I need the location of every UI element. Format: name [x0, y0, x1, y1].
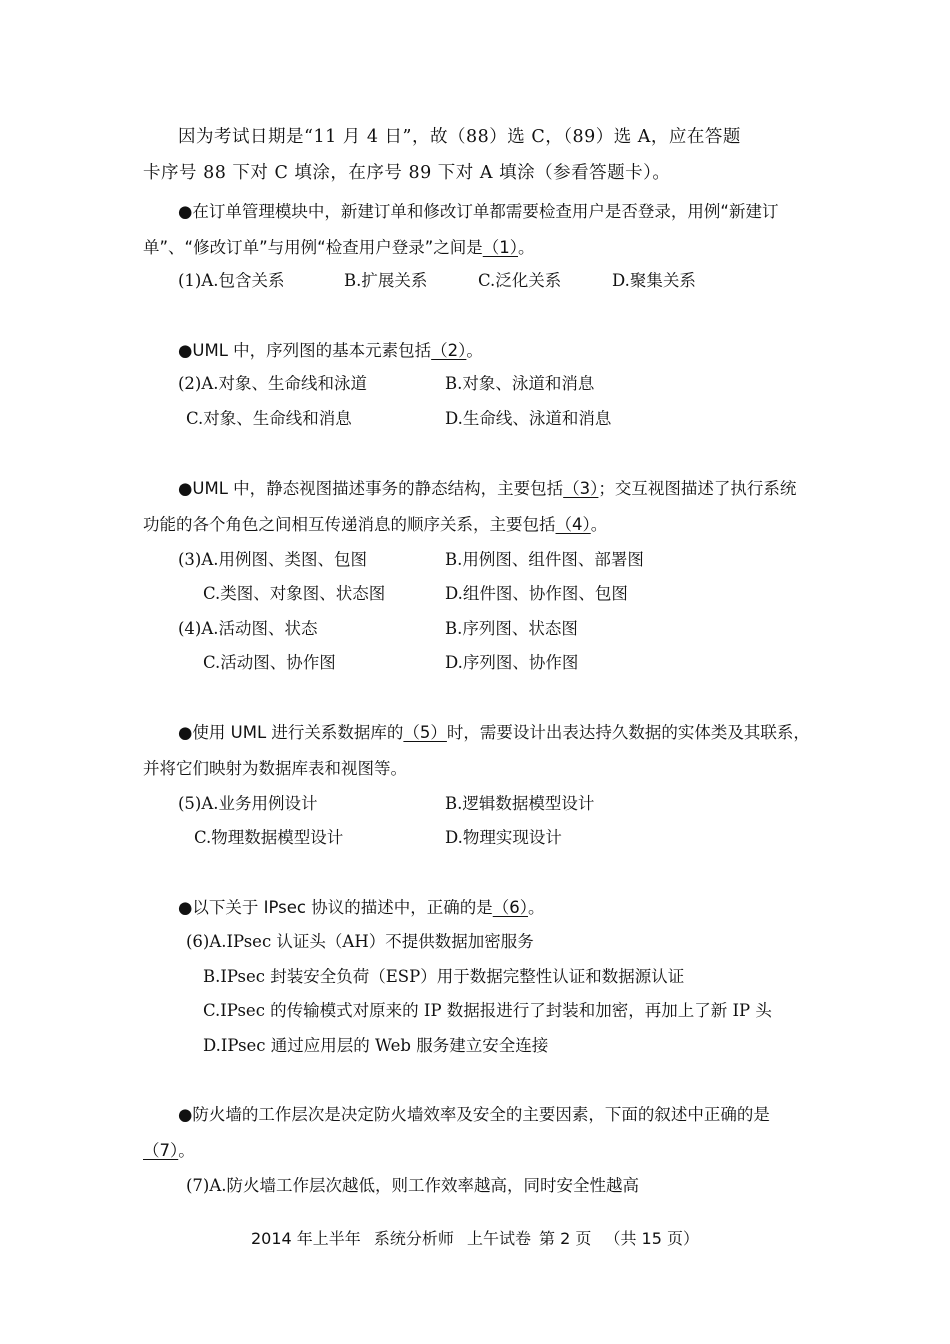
q34-stem-end: 。 — [590, 515, 608, 534]
q6-option-b: B.IPsec 封装安全负荷（ESP）用于数据完整性认证和数据源认证 — [203, 967, 685, 986]
q1-option-a: (1)A.包含关系 — [178, 271, 285, 290]
q2-stem-end: 。 — [466, 341, 483, 360]
q4-blank: （4） — [555, 515, 591, 534]
q34-stem-text-2: ；交互视图描述了执行系统 — [598, 479, 797, 498]
q2-stem — [178, 340, 483, 362]
page-footer — [0, 1226, 950, 1249]
q5-blank: （5） — [403, 723, 447, 742]
q5-stem-text-2: 时，需要设计出表达持久数据的实体类及其联系， — [446, 723, 810, 742]
q3-option-b: B.用例图、组件图、部署图 — [445, 550, 644, 569]
q6-stem-text: ●以下关于 IPsec 协议的描述中，正确的是 — [178, 898, 493, 917]
q7-blank: （7） — [143, 1141, 179, 1160]
q3-option-c: C.类图、对象图、状态图 — [203, 584, 386, 603]
q1-stem-line-1: ●在订单管理模块中，新建订单和修改订单都需要检查用户是否登录，用例“新建订 — [178, 202, 779, 221]
q3-option-a: (3)A.用例图、类图、包图 — [178, 550, 368, 569]
q6-option-a: (6)A.IPsec 认证头（AH）不提供数据加密服务 — [186, 932, 534, 951]
q3-option-d: D.组件图、协作图、包图 — [445, 584, 628, 603]
q6-stem-end: 。 — [527, 898, 545, 917]
q4-option-b: B.序列图、状态图 — [445, 619, 578, 638]
q34-stem-text-1: ●UML 中，静态视图描述事务的静态结构，主要包括 — [178, 479, 564, 498]
intro-line-2: 卡序号 88 下对 C 填涂，在序号 89 下对 A 填涂（参看答题卡）。 — [143, 163, 671, 183]
q2-option-c: C.对象、生命线和消息 — [186, 409, 352, 428]
q1-option-b: B.扩展关系 — [344, 271, 428, 290]
q5-stem-line-1 — [178, 722, 810, 744]
q34-stem-line-1 — [178, 478, 796, 500]
q2-stem-text: ●UML 中，序列图的基本元素包括 — [178, 341, 432, 360]
q5-option-a: (5)A.业务用例设计 — [178, 794, 318, 813]
q1-stem-text: 单”、“修改订单”与用例“检查用户登录”之间是 — [143, 238, 483, 257]
q34-stem-line-2 — [143, 514, 607, 536]
footer-exam: 2014 年上半年 — [250, 1229, 361, 1248]
q7-stem-line-1: ●防火墙的工作层次是决定防火墙效率及安全的主要因素，下面的叙述中正确的是 — [178, 1105, 770, 1124]
q2-option-b: B.对象、泳道和消息 — [445, 374, 595, 393]
q3-blank: （3） — [563, 479, 599, 498]
q1-option-c: C.泛化关系 — [478, 271, 562, 290]
q6-stem — [178, 897, 544, 919]
footer-total: （共 15 页） — [604, 1229, 700, 1248]
q2-blank: （2） — [431, 341, 467, 360]
q5-option-b: B.逻辑数据模型设计 — [445, 794, 595, 813]
intro-line-1: 因为考试日期是“11 月 4 日”，故（88）选 C，（89）选 A，应在答题 — [178, 127, 741, 147]
q2-option-a: (2)A.对象、生命线和泳道 — [178, 374, 368, 393]
q5-option-d: D.物理实现设计 — [445, 828, 562, 847]
q7-stem-line-2 — [143, 1140, 195, 1162]
q4-option-d: D.序列图、协作图 — [445, 653, 579, 672]
q7-stem-end: 。 — [178, 1141, 195, 1160]
footer-session: 上午试卷 — [467, 1229, 532, 1248]
q2-option-d: D.生命线、泳道和消息 — [445, 409, 612, 428]
q34-stem-text-3: 功能的各个角色之间相互传递消息的顺序关系，主要包括 — [143, 515, 556, 534]
footer-subject: 系统分析师 — [373, 1229, 454, 1248]
q6-blank: （6） — [492, 898, 528, 917]
q4-option-a: (4)A.活动图、状态 — [178, 619, 318, 638]
q6-option-d: D.IPsec 通过应用层的 Web 服务建立安全连接 — [203, 1036, 549, 1055]
q5-stem-text: ●使用 UML 进行关系数据库的 — [178, 723, 404, 742]
q5-stem-line-2: 并将它们映射为数据库表和视图等。 — [143, 759, 407, 778]
q7-option-a: (7)A.防火墙工作层次越低，则工作效率越高，同时安全性越高 — [186, 1176, 640, 1195]
q1-blank: （1） — [482, 238, 518, 257]
footer-page: 第 2 页 — [539, 1229, 592, 1248]
q6-option-c: C.IPsec 的传输模式对原来的 IP 数据报进行了封装和加密，再加上了新 IP 头 — [203, 1001, 772, 1020]
q1-stem-end: 。 — [518, 238, 535, 257]
q1-option-d: D.聚集关系 — [612, 271, 696, 290]
q1-stem-line-2 — [143, 237, 535, 259]
q5-option-c: C.物理数据模型设计 — [194, 828, 344, 847]
q4-option-c: C.活动图、协作图 — [203, 653, 336, 672]
